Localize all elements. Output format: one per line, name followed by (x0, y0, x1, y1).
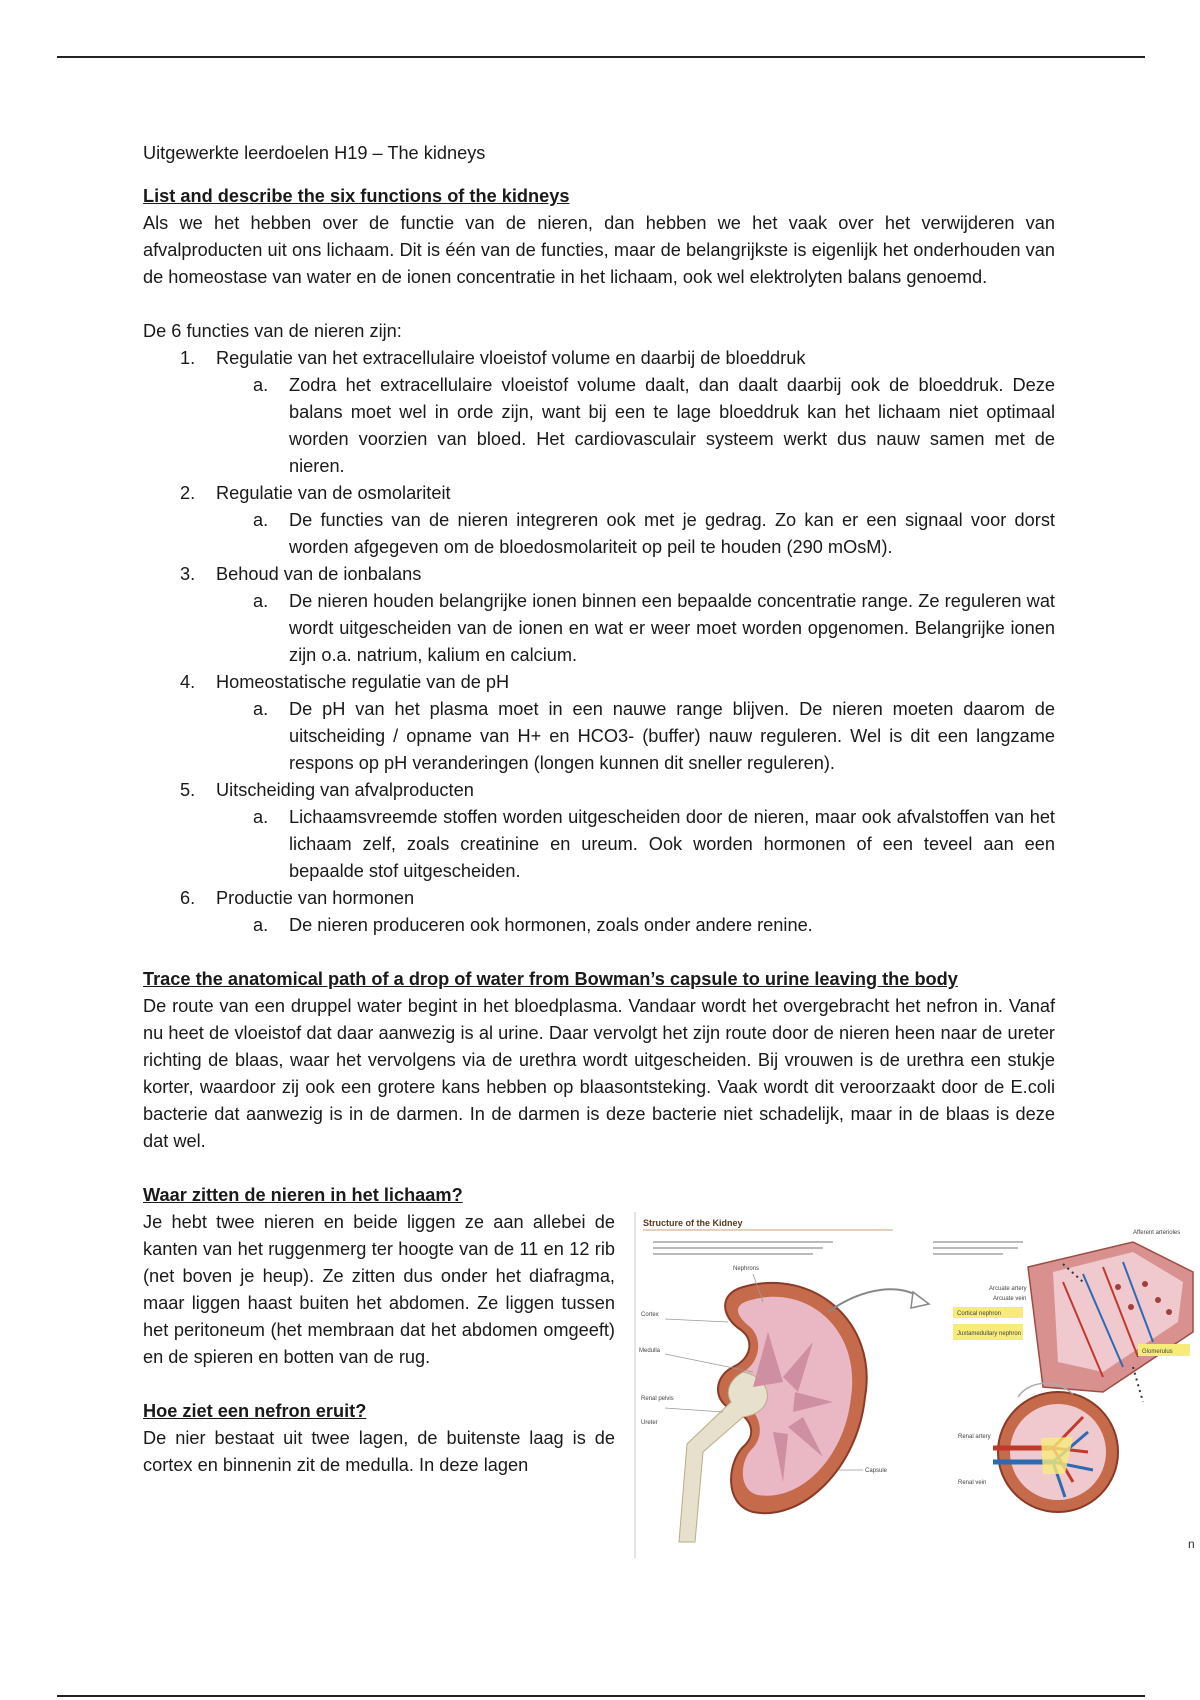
sub-item (216, 588, 1055, 669)
sub-item (216, 804, 1055, 885)
functions-intro: Als we het hebben over de functie van de nieren, dan hebben we het vaak over het verwijderen van afvalproducten uit ons lichaam. Dit is één van de functies, maar de belangrijkste is eigenlijk het onderhouden van de homeostase van water en de ionen concentratie in het lichaam, ook wel elektrolyten balans genoemd. (143, 213, 1055, 287)
sub-item (216, 507, 1055, 561)
list-number: 2. (180, 483, 196, 503)
sub-letter: a. (253, 915, 269, 935)
label-renal-artery: Renal artery (958, 1434, 991, 1440)
sub-text: De nieren produceren ook hormonen, zoals onder andere renine. (289, 915, 813, 935)
label-juxtamedullary-nephron: Juxtamedullary nephron (957, 1331, 1022, 1337)
list-item (143, 885, 1055, 939)
sub-letter: a. (253, 699, 269, 719)
stray-mark: n (1188, 1537, 1195, 1551)
list-label: Uitscheiding van afvalproducten (216, 780, 474, 800)
label-arcuate-vein: Arcuate vein (993, 1296, 1027, 1302)
section-heading-water-path: Trace the anatomical path of a drop of water from Bowman’s capsule to urine leaving the body (143, 969, 958, 989)
label-cortex: Cortex (641, 1312, 659, 1318)
list-label: Regulatie van het extracellulaire vloeistof volume en daarbij de bloeddruk (216, 348, 806, 368)
sub-item (216, 696, 1055, 777)
list-item (143, 345, 1055, 480)
functions-list-intro: De 6 functies van de nieren zijn: (143, 321, 402, 341)
list-label: Regulatie van de osmolariteit (216, 483, 451, 503)
list-item (143, 480, 1055, 561)
list-number: 1. (180, 348, 196, 368)
document-title: Uitgewerkte leerdoelen H19 – The kidneys (143, 143, 486, 163)
list-item (143, 777, 1055, 885)
label-nephrons: Nephrons (733, 1266, 760, 1272)
sub-text: De pH van het plasma moet in een nauwe range blijven. De nieren moeten daarom de uitscheiding / opname van H+ en HCO3- (buffer) nauw reguleren. Wel is dit een langzame respons op pH veranderingen (longen kunnen dit sneller reguleren). (289, 699, 1055, 773)
label-ureter: Ureter (641, 1420, 658, 1426)
sub-item (216, 912, 1055, 939)
sub-text: Lichaamsvreemde stoffen worden uitgescheiden door de nieren, maar ook afvalstoffen van het lichaam zelf, zoals creatinine en ureum. Ook worden hormonen of een teveel aan een bepaalde stof uitgescheiden. (289, 807, 1055, 881)
list-item (143, 561, 1055, 669)
label-renal-vein: Renal vein (958, 1480, 987, 1486)
bottom-rule (57, 1695, 1145, 1697)
sub-letter: a. (253, 591, 269, 611)
sub-text: De nieren houden belangrijke ionen binnen een bepaalde concentratie range. Ze reguleren wat wordt uitgescheiden van de ionen en wat er weer moet worden opgenomen. Belangrijke ionen zijn o.a. natrium, kalium en calcium. (289, 591, 1055, 665)
label-arcuate-artery: Arcuate artery (989, 1286, 1027, 1292)
location-body: Je hebt twee nieren en beide liggen ze aan allebei de kanten van het ruggenmerg ter hoogte van de 11 en 12 rib (net boven je heup). Ze zitten dus onder het diafragma, maar liggen haast buiten het abdomen. Ze liggen tussen het peritoneum (het membraan dat het abdomen omgeeft) en de spieren en botten van de rug. (143, 1212, 615, 1367)
label-renal-pelvis: Renal pelvis (641, 1396, 674, 1402)
list-number: 6. (180, 888, 196, 908)
list-label: Behoud van de ionbalans (216, 564, 422, 584)
section-heading-nephron: Hoe ziet een nefron eruit? (143, 1401, 367, 1421)
sub-item (216, 372, 1055, 480)
section-heading-location: Waar zitten de nieren in het lichaam? (143, 1185, 463, 1205)
label-cortical-nephron: Cortical nephron (957, 1311, 1002, 1317)
kidney-structure-figure (633, 1212, 1195, 1558)
list-label: Productie van hormonen (216, 888, 415, 908)
sub-letter: a. (253, 807, 269, 827)
label-capsule: Capsule (865, 1468, 888, 1474)
sub-letter: a. (253, 375, 269, 395)
label-medulla: Medulla (639, 1348, 661, 1354)
functions-list (143, 345, 1055, 939)
label-glomerulus: Glomerulus (1142, 1349, 1173, 1355)
list-label: Homeostatische regulatie van de pH (216, 672, 510, 692)
top-rule (57, 56, 1145, 58)
label-afferent-arterioles: Afferent arterioles (1133, 1230, 1181, 1236)
list-number: 5. (180, 780, 196, 800)
list-item (143, 669, 1055, 777)
section-heading-functions: List and describe the six functions of the kidneys (143, 186, 570, 206)
left-column (143, 1182, 615, 1479)
sub-text: Zodra het extracellulaire vloeistof volume daalt, dan daalt daarbij ook de bloeddruk. Deze balans moet wel in orde zijn, want bij een te lage bloeddruk kan het lichaam niet optimaal worden voorzien van bloed. Het cardiovasculair systeem werkt dus nauw samen met de nieren. (289, 375, 1055, 476)
nephron-body: De nier bestaat uit twee lagen, de buitenste laag is de cortex en binnenin zit de medulla. In deze lagen (143, 1428, 615, 1475)
list-number: 4. (180, 672, 196, 692)
water-path-body: De route van een druppel water begint in het bloedplasma. Vandaar wordt het overgebracht het nefron in. Vanaf nu heet de vloeistof dat daar aanwezig is al urine. Daar vervolgt het zijn route door de nieren heen naar de ureter richting de blaas, waar het vervolgens via de urethra wordt uitgescheiden. Bij vrouwen is de urethra een stukje korter, waardoor zij ook een grotere kans hebben op blaasontsteking. Vaak wordt dit veroorzaakt door de E.coli bacterie dat aanwezig is in de darmen. In de darmen is deze bacterie niet schadelijk, maar in de blaas is deze dat wel. (143, 996, 1055, 1151)
figure-title: Structure of the Kidney (643, 1218, 743, 1228)
sub-letter: a. (253, 510, 269, 530)
list-number: 3. (180, 564, 196, 584)
sub-text: De functies van de nieren integreren ook met je gedrag. Zo kan er een signaal voor dorst worden afgegeven om de bloedosmolariteit op peil te houden (290 mOsM). (289, 510, 1055, 557)
